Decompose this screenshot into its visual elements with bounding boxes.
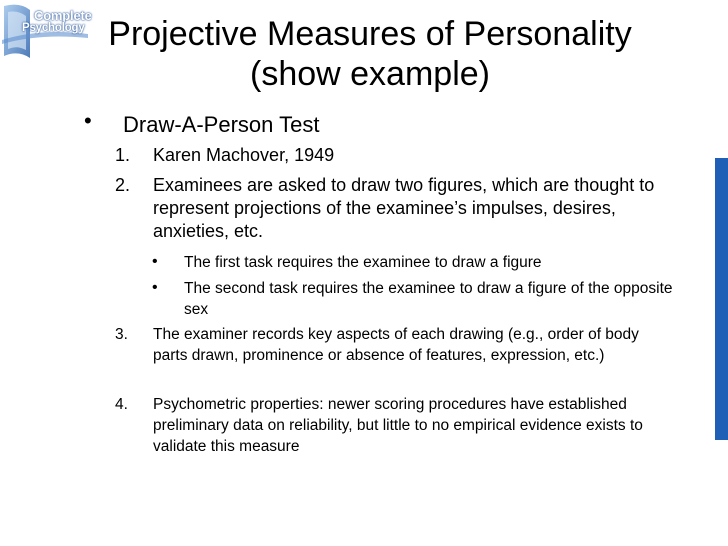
list-item-number: 3. xyxy=(115,326,128,343)
slide-title-line1: Projective Measures of Personality xyxy=(108,15,632,53)
main-bullet-dot: • xyxy=(84,108,92,133)
slide-title xyxy=(40,14,700,94)
slide-title-line2: (show example) xyxy=(250,55,490,93)
sub-bullet-dot: • xyxy=(152,279,158,296)
sub-bullet-dot: • xyxy=(152,253,158,270)
list-item-number: 2. xyxy=(115,175,131,195)
right-accent-bar xyxy=(715,158,728,440)
logo-word-complete: Complete xyxy=(34,8,92,23)
list-item-text: Karen Machover, 1949 xyxy=(153,145,335,165)
main-bullet-text: Draw-A-Person Test xyxy=(123,112,320,137)
sub-bullet-text: The second task requires the examinee to draw a figure of the opposite sex xyxy=(184,280,673,318)
list-item-text: Examinees are asked to draw two figures, which are thought to represent projections of the examinee’s impulses, desires, anxieties, etc. xyxy=(153,175,655,241)
list-item-number: 1. xyxy=(115,145,131,165)
list-item-text: Psychometric properties: newer scoring procedures have established preliminary data on reliability, but little to no empirical evidence exists to validate this measure xyxy=(153,396,643,455)
list-item-text: The examiner records key aspects of each drawing (e.g., order of body parts drawn, prominence or absence of features, expression, etc.) xyxy=(153,326,639,364)
list-item-number: 4. xyxy=(115,396,128,413)
sub-bullet-text: The first task requires the examinee to draw a figure xyxy=(184,254,542,271)
logo-word-psychology: Psychology xyxy=(22,22,85,34)
